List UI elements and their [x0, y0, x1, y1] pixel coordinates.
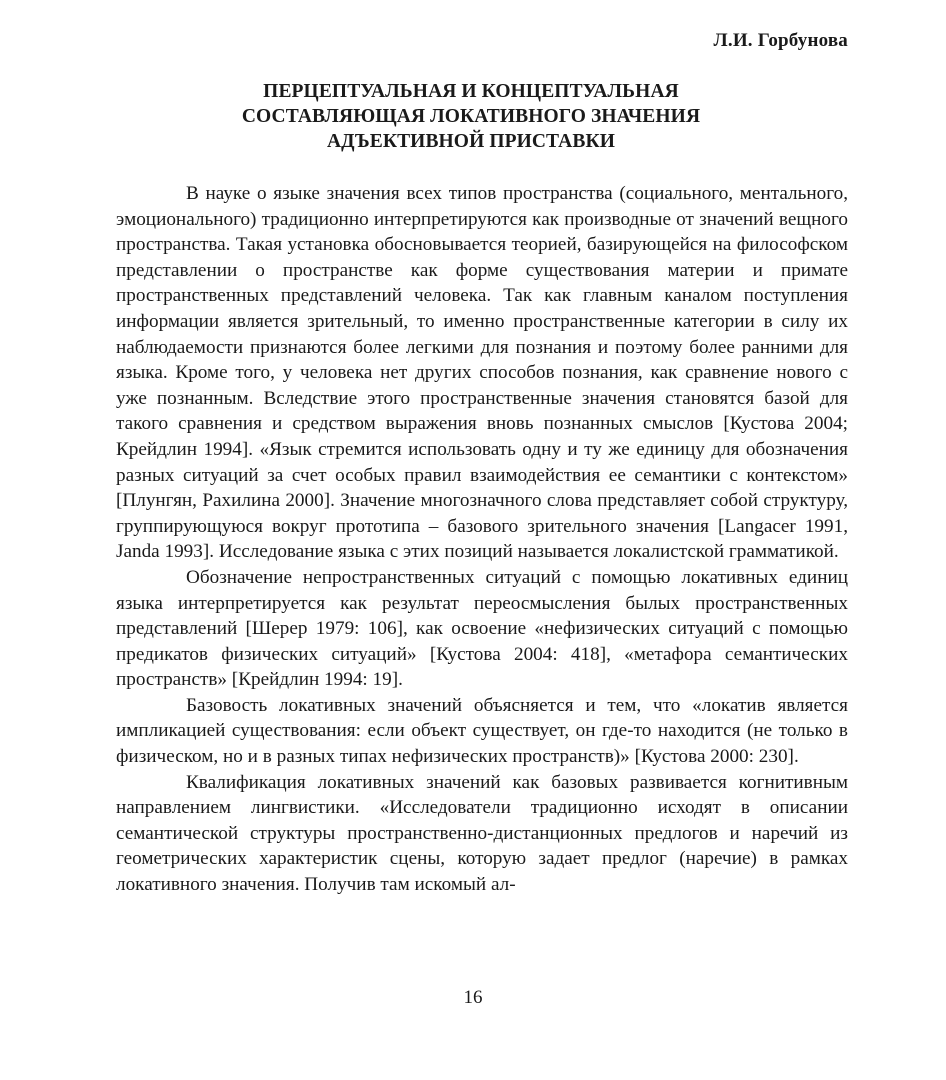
- article-title: [90, 79, 852, 154]
- title-line: СОСТАВЛЯЮЩАЯ ЛОКАТИВНОГО ЗНАЧЕНИЯ: [241, 106, 701, 127]
- title-line: ПЕРЦЕПТУАЛЬНАЯ И КОНЦЕПТУАЛЬНАЯ: [263, 81, 679, 102]
- body-paragraph: Обозначение непространственных ситуаций с помощью локативных единиц языка интерпретируется как результат переосмысления былых пространственных представлений [Шерер 1979: 106], как освоение «нефизических ситуаций с помощью предикатов физических ситуаций» [Кустова 2004: 418], «метафора семантических пространств» [Крейдлин 1994: 19].: [116, 566, 848, 691]
- author-name: Л.И. Горбунова: [713, 30, 848, 51]
- body-paragraph: Базовость локативных значений объясняется и тем, что «локатив является импликацией существования: если объект существует, он где-то находится (не только в физическом, но и в разных типах нефизических пространств)» [Кустова 2000: 230].: [116, 694, 848, 768]
- page-number: 16: [463, 987, 483, 1008]
- body-paragraph: Квалификация локативных значений как базовых развивается когнитивным направлением лингвистики. «Исследователи традиционно исходят в описании семантической структуры пространственно-дистанционных предлогов и наречий из геометрических характеристик сцены, которую задает предлог (наречие) в рамках локативного значения. Получив там искомый ал-: [116, 771, 848, 896]
- title-line: АДЪЕКТИВНОЙ ПРИСТАВКИ: [327, 131, 615, 152]
- body-paragraph: В науке о языке значения всех типов пространства (социального, ментального, эмоционального) традиционно интерпретируются как производные от значений вещного пространства. Такая установка обосновывается теорией, базирующейся на философском представлении о пространстве как форме существования материи и примате пространственных представлений человека. Так как главным каналом поступления информации является зрительный, то именно пространственные категории в силу их наблюдаемости признаются более легкими для познания и поэтому более ранними для языка. Кроме того, у человека нет других способов познания, как сравнение нового с уже познанным. Вследствие этого пространственные значения становятся базой для такого сравнения и средством выражения вновь познанных смыслов [Кустова 2004; Крейдлин 1994]. «Язык стремится использовать одну и ту же единицу для обозначения разных ситуаций за счет особых правил взаимодействия ее семантики с контекстом» [Плунгян, Рахилина 2000]. Значение многозначного слова представляет собой структуру, группирующуюся вокруг прототипа – базового зрительного значения [Langacer 1991, Janda 1993]. Исследование языка с этих позиций называется локалистской грамматикой.: [116, 183, 848, 563]
- article-body: [116, 181, 848, 898]
